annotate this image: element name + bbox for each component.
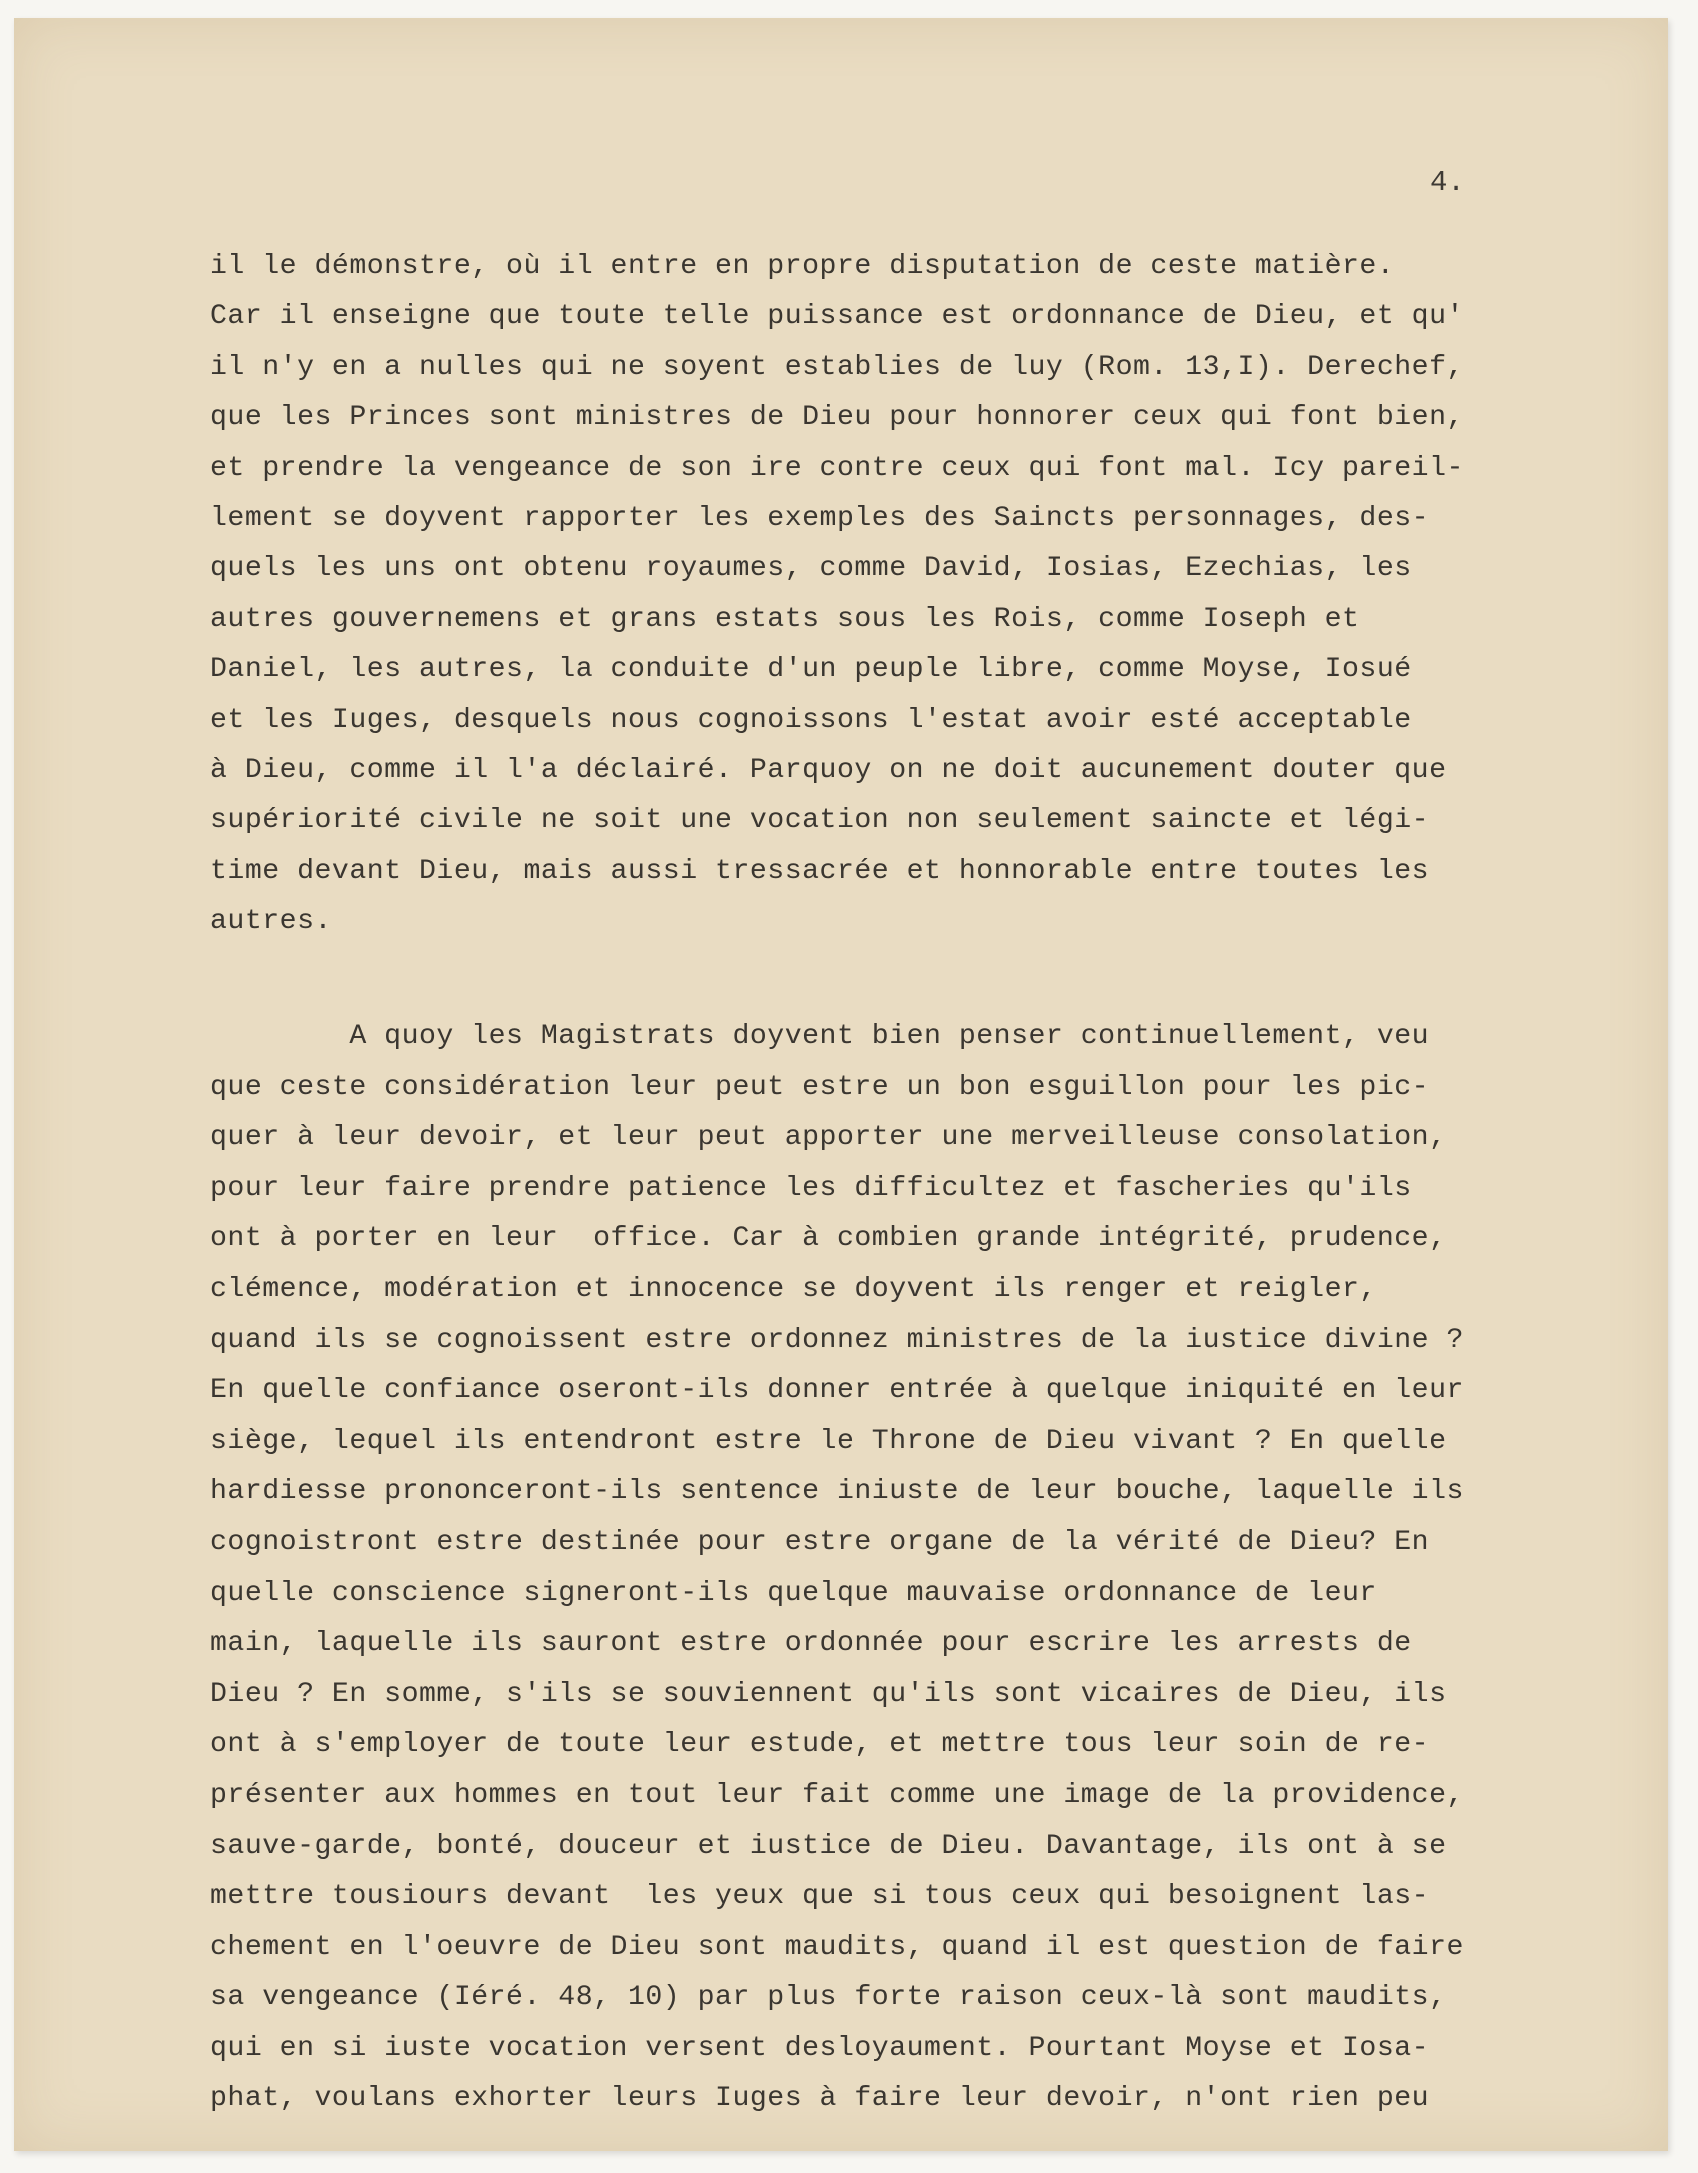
text-line: Daniel, les autres, la conduite d'un peuple libre, comme Moyse, Iosué	[210, 654, 1412, 686]
text-line: pour leur faire prendre patience les difficultez et fascheries qu'ils	[210, 1172, 1412, 1204]
text-line: En quelle confiance oseront-ils donner entrée à quelque iniquité en leur	[210, 1375, 1464, 1407]
text-line: qui en si iuste vocation versent desloyaument. Pourtant Moyse et Iosa-	[210, 2032, 1430, 2064]
text-line: main, laquelle ils sauront estre ordonnée pour escrire les arrests de	[210, 1628, 1412, 1660]
text-line: il le démonstre, où il entre en propre disputation de ceste matière.	[210, 251, 1395, 282]
text-line: mettre tousiours devant les yeux que si tous ceux qui besoignent las-	[210, 1881, 1430, 1913]
text-line: chement en l'oeuvre de Dieu sont maudits, quand il est question de faire	[210, 1931, 1464, 1963]
text-line: quer à leur devoir, et leur peut apporter une merveilleuse consolation,	[210, 1122, 1447, 1154]
text-line: sauve-garde, bonté, douceur et iustice de Dieu. Davantage, ils ont à se	[210, 1830, 1447, 1862]
text-line: A quoy les Magistrats doyvent bien penser continuellement, veu	[210, 1021, 1430, 1052]
text-line: autres gouvernemens et grans estats sous les Rois, comme Ioseph et	[210, 603, 1360, 635]
text-line: que les Princes sont ministres de Dieu pour honnorer ceux qui font bien,	[210, 402, 1464, 434]
text-line: quels les uns ont obtenu royaumes, comme David, Iosias, Ezechias, les	[210, 553, 1412, 585]
text-line: hardiesse prononceront-ils sentence iniuste de leur bouche, laquelle ils	[210, 1476, 1464, 1508]
text-line: siège, lequel ils entendront estre le Throne de Dieu vivant ? En quelle	[210, 1425, 1447, 1457]
text-line: à Dieu, comme il l'a déclairé. Parquoy on ne doit aucunement douter que	[210, 755, 1447, 787]
text-line: supériorité civile ne soit une vocation non seulement saincte et légi-	[210, 805, 1430, 837]
text-line: il n'y en a nulles qui ne soyent establies de luy (Rom. 13,I). Derechef,	[210, 351, 1464, 383]
text-line: ont à s'employer de toute leur estude, et mettre tous leur soin de re-	[210, 1729, 1430, 1761]
text-line: clémence, modération et innocence se doyvent ils renger et reigler,	[210, 1273, 1377, 1305]
text-line: et prendre la vengeance de son ire contre ceux qui font mal. Icy pareil-	[210, 452, 1464, 484]
text-line: lement se doyvent rapporter les exemples des Saincts personnages, des-	[210, 503, 1430, 535]
text-line: que ceste considération leur peut estre un bon esguillon pour les pic-	[210, 1071, 1430, 1103]
text-line: Dieu ? En somme, s'ils se souviennent qu'ils sont vicaires de Dieu, ils	[210, 1678, 1447, 1710]
text-line: quand ils se cognoissent estre ordonnez ministres de la iustice divine ?	[210, 1324, 1464, 1356]
typewritten-page	[14, 18, 1668, 2151]
text-line: phat, voulans exhorter leurs Iuges à faire leur devoir, n'ont rien peu	[210, 2083, 1430, 2115]
paragraph-1	[210, 242, 1660, 948]
paragraph-2	[210, 1012, 1660, 2125]
text-line: time devant Dieu, mais aussi tressacrée et honnorable entre toutes les	[210, 855, 1430, 887]
text-line: sa vengeance (Iéré. 48, 10) par plus forte raison ceux-là sont maudits,	[210, 1982, 1447, 2014]
text-line: cognoistront estre destinée pour estre organe de la vérité de Dieu? En	[210, 1526, 1430, 1558]
text-line: autres.	[210, 906, 332, 938]
text-line: ont à porter en leur office. Car à combien grande intégrité, prudence,	[210, 1223, 1447, 1255]
text-line: et les Iuges, desquels nous cognoissons l'estat avoir esté acceptable	[210, 704, 1412, 736]
text-line: quelle conscience signeront-ils quelque mauvaise ordonnance de leur	[210, 1577, 1377, 1609]
text-line: Car il enseigne que toute telle puissance est ordonnance de Dieu, et qu'	[210, 301, 1464, 333]
page-number: 4.	[1430, 166, 1465, 199]
text-line: présenter aux hommes en tout leur fait comme une image de la providence,	[210, 1779, 1464, 1811]
